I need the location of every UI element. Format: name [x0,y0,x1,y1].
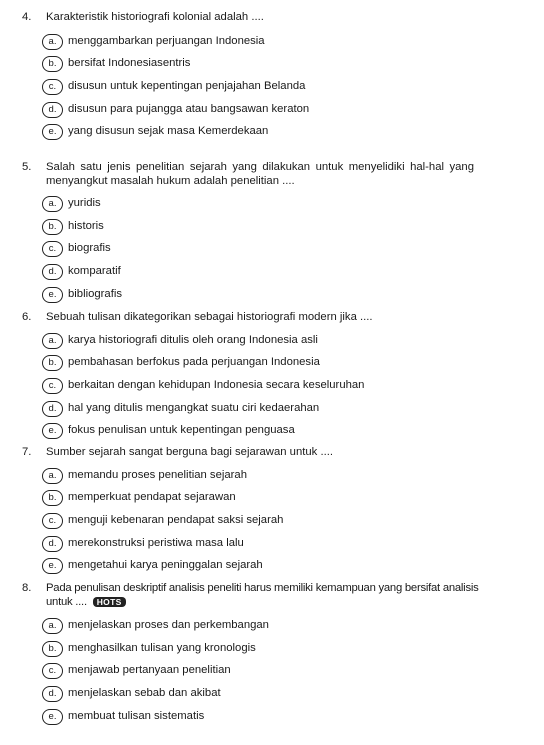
option-letter-badge: a. [42,333,63,349]
option-letter-badge: e. [42,423,63,439]
question-stem [0,311,544,325]
option-letter-badge: d. [42,686,63,702]
hots-badge: HOTS [93,597,126,607]
options-list [0,33,544,146]
question-stem [0,11,544,25]
option-text: pembahasan berfokus pada perjuangan Indonesia [68,356,320,369]
option-letter-badge: e. [42,558,63,574]
option-letter-badge: d. [42,102,63,118]
option-letter-badge: e. [42,709,63,725]
question-text: Sumber sejarah sangat berguna bagi sejarawan untuk .... [46,446,333,458]
option-text: membuat tulisan sistematis [68,709,205,722]
option-text: disusun untuk kepentingan penjajahan Belanda [68,79,306,92]
option-a[interactable] [0,33,544,56]
option-e[interactable] [0,422,544,445]
question-4 [0,11,544,146]
option-letter-badge: b. [42,355,63,371]
option-text: memandu proses penelitian sejarah [68,468,247,481]
option-e[interactable] [0,123,544,146]
option-text: bersifat Indonesiasentris [68,57,191,70]
option-text: menghasilkan tulisan yang kronologis [68,641,256,654]
option-b[interactable] [0,218,544,241]
option-text: berkaitan dengan kehidupan Indonesia secara keseluruhan [68,378,365,391]
option-text: menjelaskan sebab dan akibat [68,687,221,700]
question-number: 4. [22,11,32,23]
option-d[interactable] [0,535,544,558]
option-letter-badge: c. [42,79,63,95]
option-text: hal yang ditulis mengangkat suatu ciri kedaerahan [68,401,320,414]
question-8 [0,582,544,730]
option-text: disusun para pujangga atau bangsawan keraton [68,102,310,115]
option-text: menguji kebenaran pendapat saksi sejarah [68,513,284,526]
option-text: komparatif [68,265,121,278]
option-text: yang disusun sejak masa Kemerdekaan [68,125,269,138]
option-e[interactable] [0,708,544,731]
option-letter-badge: d. [42,401,63,417]
option-text: mengetahui karya peninggalan sejarah [68,559,263,572]
option-letter-badge: a. [42,468,63,484]
question-number: 6. [22,311,32,323]
option-letter-badge: b. [42,490,63,506]
option-text: karya historiografi ditulis oleh orang Indonesia asli [68,333,318,346]
question-number: 5. [22,161,32,173]
option-text: historis [68,219,104,232]
option-d[interactable] [0,101,544,124]
option-letter-badge: c. [42,663,63,679]
question-stem [0,161,544,188]
question-text: Sebuah tulisan dikategorikan sebagai historiografi modern jika .... [46,311,373,323]
option-letter-badge: c. [42,241,63,257]
option-c[interactable] [0,512,544,535]
option-text: merekonstruksi peristiwa masa lalu [68,536,244,549]
question-text: Salah satu jenis penelitian sejarah yang dilakukan untuk menyelidiki hal-hal yang menyangkut masalah hukum adalah penelitian .... [46,161,474,187]
question-stem [0,446,544,460]
option-e[interactable] [0,557,544,580]
option-letter-badge: a. [42,196,63,212]
question-number: 8. [22,582,32,594]
option-c[interactable] [0,662,544,685]
option-letter-badge: a. [42,618,63,634]
option-letter-badge: e. [42,287,63,303]
option-text: menjelaskan proses dan perkembangan [68,619,269,631]
option-d[interactable] [0,263,544,286]
option-letter-badge: b. [42,56,63,72]
option-b[interactable] [0,640,544,663]
option-letter-badge: b. [42,641,63,657]
option-letter-badge: d. [42,536,63,552]
option-text: menggambarkan perjuangan Indonesia [68,34,265,47]
option-c[interactable] [0,78,544,101]
option-text: bibliografis [68,287,123,300]
option-a[interactable] [0,195,544,218]
option-letter-badge: e. [42,124,63,140]
question-6 [0,311,544,445]
option-text: fokus penulisan untuk kepentingan penguasa [68,424,295,437]
options-list [0,332,544,445]
question-stem [0,582,544,609]
option-text: memperkuat pendapat sejarawan [68,491,236,504]
options-list [0,195,544,308]
option-letter-badge: c. [42,378,63,394]
option-d[interactable] [0,685,544,708]
option-b[interactable] [0,489,544,512]
option-text: yuridis [68,197,101,209]
option-text: biografis [68,242,111,255]
option-letter-badge: d. [42,264,63,280]
option-c[interactable] [0,377,544,400]
option-b[interactable] [0,354,544,377]
option-letter-badge: b. [42,219,63,235]
options-list [0,467,544,580]
option-d[interactable] [0,400,544,423]
question-5 [0,161,544,308]
option-a[interactable] [0,467,544,490]
question-number: 7. [22,446,32,458]
option-letter-badge: c. [42,513,63,529]
options-list [0,617,544,730]
question-text: Karakteristik historiografi kolonial adalah .... [46,11,264,23]
option-e[interactable] [0,286,544,309]
option-c[interactable] [0,240,544,263]
option-letter-badge: a. [42,34,63,50]
option-b[interactable] [0,55,544,78]
question-text: Pada penulisan deskriptif analisis peneliti harus memiliki kemampuan yang bersifat analisis untuk .... [46,582,479,608]
option-text: menjawab pertanyaan penelitian [68,664,231,677]
question-7 [0,446,544,580]
option-a[interactable] [0,617,544,640]
option-a[interactable] [0,332,544,355]
